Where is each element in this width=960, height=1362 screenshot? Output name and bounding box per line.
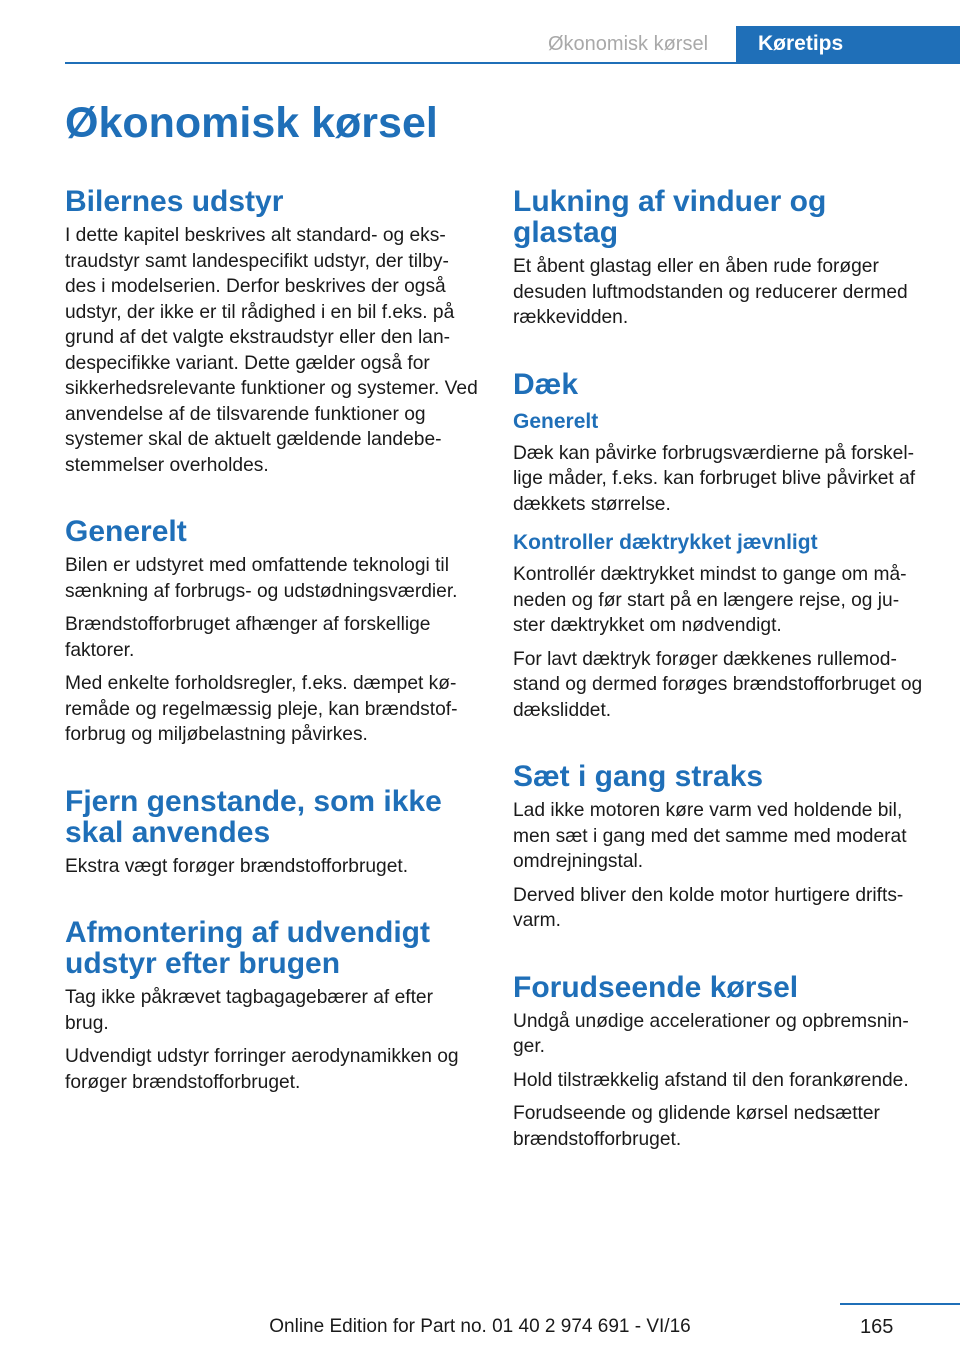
paragraph: For lavt dæktryk forøger dækkenes rullemod‐ stand og dermed forøges brændstofforbruget og dæksliddet.: [513, 648, 923, 721]
section-equipment: [65, 186, 478, 478]
section-start-immediately: [513, 761, 926, 934]
paragraph: Undgå unødige accelerationer og opbremsnin‐ ger.: [513, 1010, 909, 1057]
subsection-tire-pressure: [513, 529, 926, 723]
footer-rule: [840, 1303, 960, 1305]
section-anticipatory-driving: [513, 972, 926, 1153]
paragraph: I dette kapitel beskrives alt standard- og eks‐ traudstyr samt landespecifikt udstyr, der tilby‐ des i modelserien. Derfor beskrives der også udstyr, der ikke er til rådighed i en bil f.eks. på grund af det valgte ekstraudstyr eller den lan‐ despecifikke variant. Dette gælder også for sikkerhedsrelevante funktioner og systemer. Ved anvendelse af de tilsvarende funktioner og systemer skal de aktuelt gældende landebe‐ stemmelser overholdes.: [65, 225, 478, 476]
left-column: [65, 186, 478, 1133]
section-heading: Afmontering af udvendigt udstyr efter brugen: [65, 916, 430, 980]
footer-edition: Online Edition for Part no. 01 40 2 974 691 - VI/16: [269, 1316, 691, 1337]
paragraph: Lad ikke motoren køre varm ved holdende bil, men sæt i gang med det samme med moderat omdrejningstal.: [513, 800, 907, 872]
section-general: [65, 516, 478, 748]
right-column: [513, 186, 926, 1190]
subsection-heading: Kontroller dæktrykket jævnligt: [513, 531, 818, 554]
paragraph: Tag ikke påkrævet tagbagagebærer af efter brug.: [65, 987, 433, 1034]
section-remove-objects: [65, 786, 478, 880]
section-heading: Sæt i gang straks: [513, 760, 764, 793]
section-heading: Lukning af vinduer og glastag: [513, 185, 827, 249]
section-tires: [513, 369, 926, 724]
subsection-tires-general: [513, 408, 926, 518]
section-windows-roof: [513, 186, 926, 331]
paragraph: Hold tilstrækkelig afstand til den forankørende.: [513, 1069, 909, 1091]
subsection-heading: Generelt: [513, 409, 599, 433]
section-heading: Forudseende kørsel: [513, 970, 799, 1004]
paragraph: Dæk kan påvirke forbrugsværdierne på forskel‐ lige måder, f.eks. kan forbruget blive påvirket af dækkets størrelse.: [513, 442, 916, 515]
section-heading: Fjern genstande, som ikke skal anvendes: [65, 784, 442, 849]
header-chapter-tab: Køretips: [736, 26, 960, 64]
paragraph: Med enkelte forholdsregler, f.eks. dæmpet kø‐ remåde og regelmæssig pleje, kan brændstof‐ forbrug og miljøbelastning påvirkes.: [65, 673, 458, 745]
section-heading: Bilernes udstyr: [65, 185, 284, 218]
paragraph: Kontrollér dæktrykket mindst to gange om må‐ neden og før start på en længere rejse, og ju‐ ster dæktrykket om nødvendigt.: [513, 564, 907, 636]
page-number: 165: [860, 1316, 894, 1338]
header-section-label: Økonomisk kørsel: [547, 33, 709, 55]
paragraph: Ekstra vægt forøger brændstofforbruget.: [65, 855, 409, 877]
paragraph: Et åbent glastag eller en åben rude forøger desuden luftmodstanden og reducerer dermed rækkevidden.: [513, 256, 908, 328]
section-remove-exterior-equipment: [65, 917, 478, 1095]
paragraph: Brændstofforbruget afhænger af forskellige faktorer.: [65, 614, 431, 661]
paragraph: Udvendigt udstyr forringer aerodynamikken og forøger brændstofforbruget.: [65, 1046, 459, 1093]
paragraph: Forudseende og glidende kørsel nedsætter brændstofforbruget.: [513, 1103, 880, 1150]
section-heading: Dæk: [513, 367, 579, 401]
page-title: Økonomisk kørsel: [65, 99, 438, 147]
paragraph: Bilen er udstyret med omfattende teknologi til sænkning af forbrugs- og udstødningsværdier.: [65, 555, 458, 602]
section-heading: Generelt: [65, 515, 187, 548]
paragraph: Derved bliver den kolde motor hurtigere drifts‐ varm.: [513, 884, 904, 931]
